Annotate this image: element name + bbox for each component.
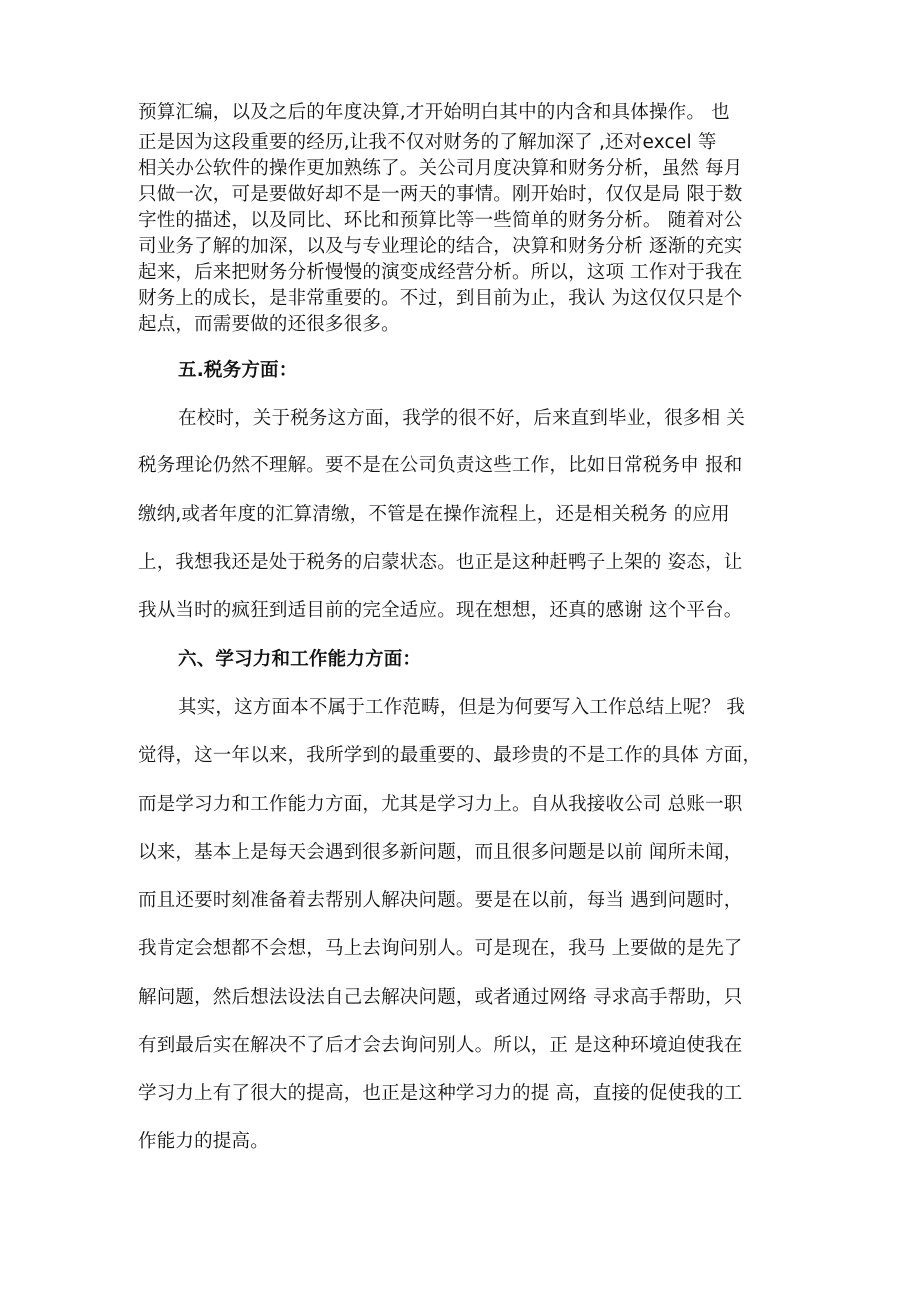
paragraph-3-line-3: 而是学习力和工作能力方面，尤其是学习力上。自从我接收公司 总账一职: [138, 794, 743, 815]
paragraph-3-line-9: 学习力上有了很大的提高，也正是这种学习力的提 高，直接的促使我的工: [138, 1083, 743, 1104]
paragraph-3-line-5: 而且还要时刻准备着去帮别人解决问题。要是在以前，每当 遇到问题时，: [138, 890, 743, 911]
paragraph-1-line-3: 相关办公软件的操作更加熟练了。关公司月度决算和财务分析，虽然 每月: [138, 158, 743, 179]
paragraph-1-line-8: 财务上的成长，是非常重要的。不过，到目前为止，我认 为这仅仅只是个: [138, 288, 743, 309]
paragraph-2-line-1: 在校时，关于税务这方面，我学的很不好，后来直到毕业，很多相 关: [178, 408, 746, 429]
paragraph-3-line-10: 作能力的提高。: [138, 1131, 269, 1152]
paragraph-3-line-7: 解问题，然后想法设法自己去解决问题，或者通过网络 寻求高手帮助，只: [138, 987, 743, 1008]
paragraph-1-line-5: 字性的描述，以及同比、环比和预算比等一些简单的财务分析。 随着对公: [138, 210, 743, 231]
paragraph-2-line-2: 税务理论仍然不理解。要不是在公司负责这些工作，比如日常税务申 报和: [138, 455, 743, 476]
paragraph-1-line-6: 司业务了解的加深，以及与专业理论的结合，决算和财务分析 逐渐的充实: [138, 236, 743, 257]
paragraph-3-line-8: 有到最后实在解决不了后才会去询问别人。所以，正 是这种环境迫使我在: [138, 1035, 743, 1056]
section-heading-learning: 六、学习力和工作能力方面：: [178, 649, 422, 670]
paragraph-1-line-4: 只做一次，可是要做好却不是一两天的事情。刚开始时，仅仅是局 限于数: [138, 184, 743, 205]
paragraph-2-line-4: 上，我想我还是处于税务的启蒙状态。也正是这种赶鸭子上架的 姿态，让: [138, 552, 743, 573]
section-heading-tax: 五.税务方面：: [178, 360, 298, 381]
paragraph-1-line-7: 起来，后来把财务分析慢慢的演变成经营分析。所以，这项 工作对于我在: [138, 262, 743, 283]
paragraph-2-line-5: 我从当时的疯狂到适目前的完全适应。现在想想，还真的感谢 这个平台。: [138, 600, 743, 621]
paragraph-1-line-2: 正是因为这段重要的经历,让我不仅对财务的了解加深了 ,还对excel 等: [138, 132, 717, 153]
paragraph-1-line-9: 起点，而需要做的还很多很多。: [138, 314, 400, 335]
paragraph-1-line-1: 预算汇编，以及之后的年度决算,才开始明白其中的内含和具体操作。 也: [138, 102, 730, 123]
paragraph-3-line-2: 觉得，这一年以来，我所学到的最重要的、最珍贵的不是工作的具体 方面，: [138, 745, 762, 766]
paragraph-3-line-4: 以来，基本上是每天会遇到很多新问题，而且很多问题是以前 闻所未闻，: [138, 842, 743, 863]
paragraph-3-line-6: 我肯定会想都不会想，马上去询问别人。可是现在，我马 上要做的是先了: [138, 938, 743, 959]
paragraph-3-line-1: 其实，这方面本不属于工作范畴，但是为何要写入工作总结上呢？ 我: [178, 697, 746, 718]
paragraph-2-line-3: 缴纳,或者年度的汇算清缴，不管是在操作流程上，还是相关税务 的应用: [138, 504, 730, 525]
